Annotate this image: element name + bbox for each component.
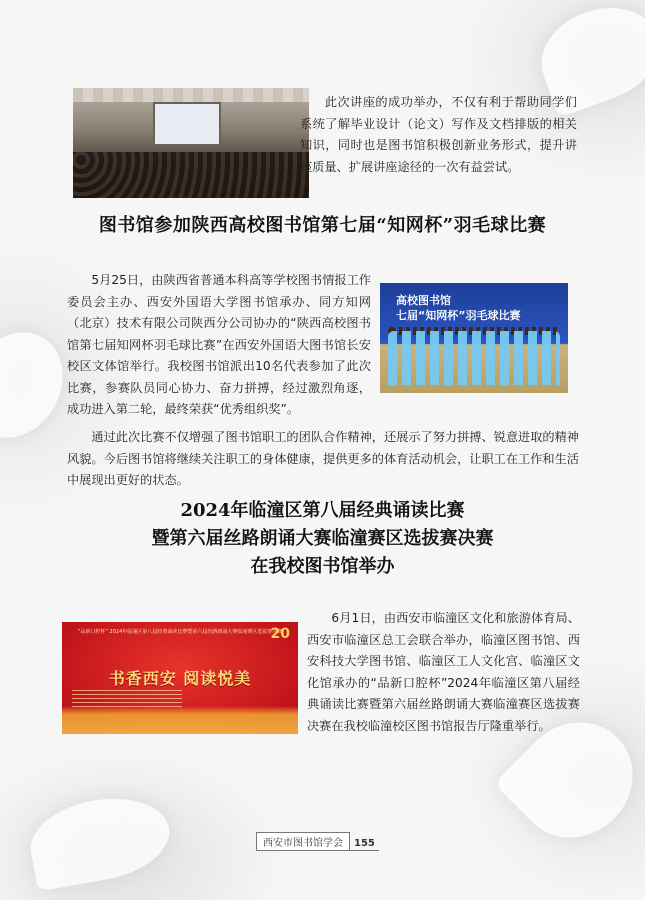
lecture-paragraph: 此次讲座的成功举办，不仅有利于帮助同学们系统了解毕业设计（论文）写作及文档排版的相关知识，同时也是图书馆积极创新业务形式，提升讲座质量、扩展讲座途径的一次有益尝试。	[300, 95, 577, 174]
badminton-section-title: 图书馆参加陕西高校图书馆第七届“知网杯”羽毛球比赛	[98, 215, 547, 236]
projector-screen	[153, 102, 221, 146]
reading-event-poster-photo: “品新口腔杯” 2024年临潼区第八届经典诵读比赛暨第六届丝路朗诵大赛临潼赛区选拔赛决赛 20 书香西安 阅读悦美	[62, 622, 298, 734]
reading-paragraph: 6月1日，由西安市临潼区文化和旅游体育局、西安市临潼区总工会联合举办，临潼区图书馆、西安科技大学图书馆、临潼区工人文化宫、临潼区文化馆承办的“品新口腔杯”2024年临潼区第八届经典诵读比赛暨第六届丝路朗诵大赛临潼赛区选拔赛决赛在我校临潼校区图书馆报告厅隆重举行。	[307, 611, 580, 733]
badminton-team-photo: 高校图书馆 七届“知网杯”羽毛球比赛	[380, 283, 568, 393]
poster-slogan: 书香西安 阅读悦美	[108, 669, 252, 688]
page-number: 155	[350, 837, 379, 851]
city-skyline	[62, 706, 298, 734]
reading-section-title: 2024年临潼区第八届经典诵读比赛 暨第六届丝路朗诵大赛临潼赛区选拔赛决赛 在我校图书馆举办	[151, 500, 494, 577]
badminton-paragraph-1: 5月25日，由陕西省普通本科高等学校图书情报工作委员会主办、西安外国语大学图书馆承办、同方知网（北京）技术有限公司陕西分公司协办的“陕西高校图书馆第七届知网杯羽毛球比赛”在西安外国语大图书馆长安校区文体馆举行。我校图书馆派出10名代表参加了此次比赛，参赛队员同心协力、奋力拼搏，经过激烈角逐，成功进入第二轮，最终荣获“优秀组织奖”。	[67, 273, 371, 416]
page-footer	[256, 832, 379, 851]
lecture-hall-photo	[73, 88, 309, 198]
publication-name: 西安市图书馆学会	[256, 832, 350, 851]
badminton-paragraph-2: 通过此次比赛不仅增强了图书馆职工的团队合作精神，还展示了努力拼搏、锐意进取的精神风貌。今后图书馆将继续关注职工的身体健康，提供更多的体育活动机会，让职工在工作和生活中展现出更好的状态。	[67, 430, 579, 487]
team-members	[388, 331, 560, 385]
audience	[73, 152, 309, 198]
